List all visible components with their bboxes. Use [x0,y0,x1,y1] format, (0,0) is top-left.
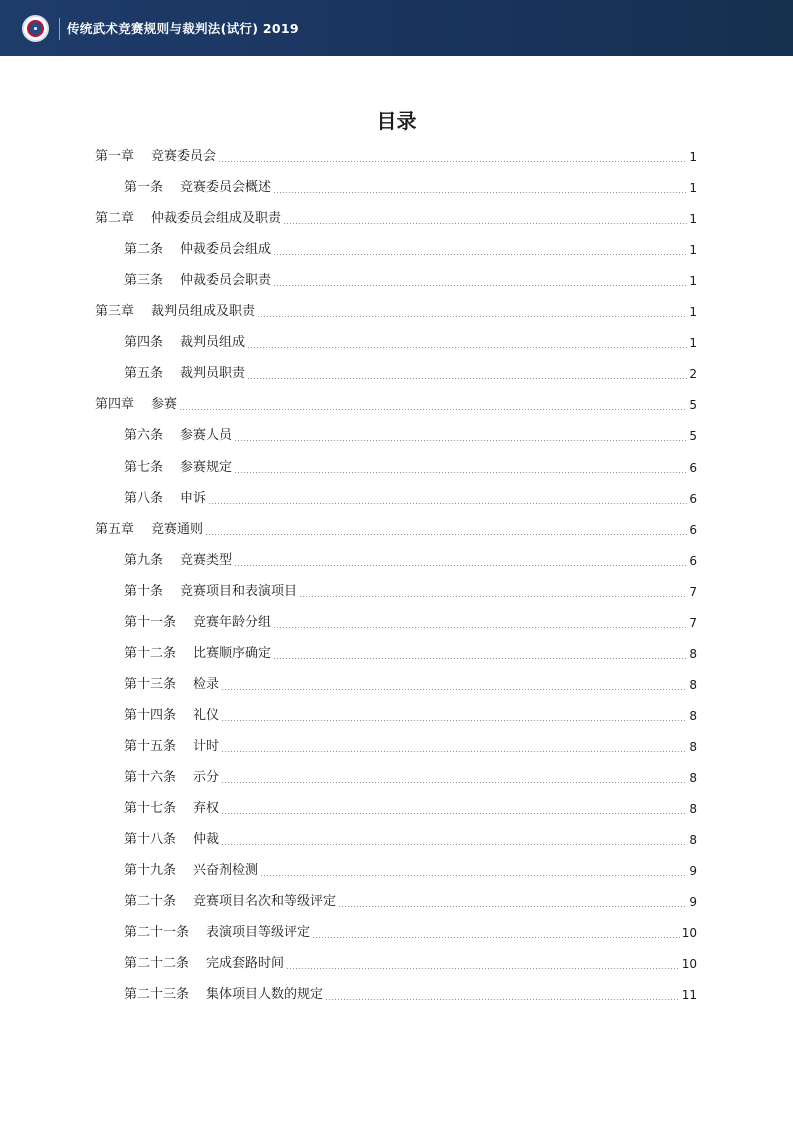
dot-leader [247,347,687,348]
toc-entry[interactable] [124,364,697,384]
toc-entry[interactable] [124,675,697,695]
toc-entry[interactable] [124,892,697,912]
toc-entry-number: 第一章 [95,149,135,164]
toc-entry-number: 第十六条 [124,770,177,785]
dot-leader [221,782,687,783]
toc-entry[interactable] [124,551,697,571]
toc-heading: 目录 [376,109,417,133]
dot-leader [257,316,687,317]
dot-leader [312,937,680,938]
dot-leader [234,565,687,566]
toc-entry-page: 6 [689,460,697,475]
toc-entry-number: 第四条 [124,335,164,351]
toc-entry-number: 第五章 [95,521,135,537]
toc-entry-number: 第二十三条 [124,987,190,1003]
toc-entry-page: 6 [689,553,697,568]
emblem-center [34,27,37,30]
dot-leader [325,999,680,1000]
toc-entry[interactable] [95,209,697,229]
toc-entry[interactable] [124,737,697,757]
toc-entry-page: 8 [689,739,697,754]
dot-leader [273,285,687,286]
toc-entry[interactable] [95,147,697,167]
toc-entry-page: 1 [689,274,697,289]
toc-entry-title: 竞赛通则 [151,521,204,537]
toc-entry-page: 1 [689,336,697,351]
toc-entry-title: 兴奋剂检测 [193,863,259,879]
dot-leader [218,161,687,162]
toc-entry-title: 裁判员组成及职责 [151,304,256,320]
emblem-icon [22,15,49,42]
toc-entry-title: 礼仪 [193,707,220,723]
toc-entry-number: 第二条 [124,242,164,258]
toc-entry[interactable] [124,489,697,509]
toc-entry-number: 第三章 [95,304,135,320]
toc-entry-title: 弃权 [193,801,220,817]
toc-entry-title: 仲裁 [193,832,220,848]
toc-entry[interactable] [124,582,697,602]
toc-entry[interactable] [124,333,697,353]
toc-entry-number: 第八条 [124,490,164,506]
toc-entry-number: 第五条 [124,366,164,382]
toc-entry-page: 1 [689,150,697,164]
toc-entry-title: 集体项目人数的规定 [206,987,324,1003]
toc-entry-number: 第三条 [124,273,164,289]
toc-entry-title: 仲裁委员会组成 [180,242,272,258]
dot-leader [221,844,687,845]
toc-entry-title: 竞赛委员会 [151,149,217,164]
toc-entry-number: 第二章 [95,211,135,227]
toc-entry[interactable] [124,426,697,446]
toc-entry-number: 第十八条 [124,832,177,848]
toc-entry[interactable] [124,830,697,850]
toc-entry-number: 第十二条 [124,645,177,661]
toc-entry-title: 参赛规定 [180,459,233,475]
dot-leader [273,192,687,193]
toc-entry-title: 检录 [193,676,220,692]
toc-entry-title: 申诉 [180,490,207,506]
toc-entry[interactable] [124,458,697,478]
dot-leader [221,813,687,814]
toc-entry[interactable] [124,271,697,291]
toc-entry-number: 第十七条 [124,801,177,817]
toc-entry-number: 第二十条 [124,894,177,910]
toc-entry-page: 5 [689,429,697,444]
toc-entry-number: 第十五条 [124,738,177,754]
toc-entry-page: 2 [689,367,697,382]
dot-leader [234,472,687,473]
document-title: 传统武术竞赛规则与裁判法(试行) 2019 [67,21,299,36]
dot-leader [273,627,687,628]
toc-entry-number: 第四章 [95,397,135,413]
toc-entry-page: 1 [689,181,697,196]
toc-entry[interactable] [124,861,697,881]
toc-entry-page: 7 [689,615,697,630]
page-header [0,0,793,56]
toc-entry-title: 比赛顺序确定 [193,645,272,661]
dot-leader [299,596,687,597]
toc-entry[interactable] [124,985,697,1005]
toc-entry-title: 竞赛项目名次和等级评定 [193,894,337,910]
toc-entry-number: 第十九条 [124,863,177,879]
toc-entry-title: 仲裁委员会组成及职责 [151,211,282,227]
toc-entry-page: 8 [689,646,697,661]
toc-entry-page: 6 [689,522,697,537]
dot-leader [273,658,687,659]
toc-entry-page: 10 [681,957,697,972]
toc-entry[interactable] [124,613,697,633]
toc-entry-title: 表演项目等级评定 [206,925,311,941]
toc-entry-page: 8 [689,802,697,817]
dot-leader [205,534,687,535]
toc-entry-number: 第七条 [124,459,164,475]
dot-leader [283,223,687,224]
toc-entry-title: 竞赛委员会概述 [180,180,272,196]
toc-entry-title: 完成套路时间 [206,956,285,972]
toc-entry-page: 8 [689,708,697,723]
toc-entry-page: 11 [681,988,697,1003]
dot-leader [286,968,680,969]
dot-leader [273,254,687,255]
toc-entry[interactable] [124,954,697,974]
toc-entry-number: 第二十一条 [124,925,190,941]
toc-entry[interactable] [95,520,697,540]
header-divider [59,18,60,40]
dot-leader [234,440,687,441]
toc-entry-number: 第十一条 [124,614,177,630]
dot-leader [208,503,687,504]
dot-leader [221,720,687,721]
toc-entry[interactable] [124,706,697,726]
dot-leader [338,906,687,907]
toc-entry-page: 1 [689,305,697,320]
dot-leader [260,875,687,876]
toc-entry-page: 6 [689,491,697,506]
toc-entry-page: 7 [689,584,697,599]
toc-entry-title: 示分 [193,770,220,785]
dot-leader [247,378,687,379]
toc-entry-number: 第二十二条 [124,956,190,972]
toc-entry-page: 8 [689,677,697,692]
dot-leader [221,751,687,752]
toc-entry-title: 计时 [193,738,220,754]
toc-entry-number: 第十四条 [124,707,177,723]
toc-entry[interactable] [124,768,697,788]
toc-entry-page: 5 [689,398,697,413]
toc-entry[interactable] [124,178,697,198]
dot-leader [179,409,687,410]
toc-entry-page: 8 [689,833,697,848]
dot-leader [221,689,687,690]
toc-entry-number: 第十三条 [124,676,177,692]
toc-entry-page: 9 [689,895,697,910]
toc-entry[interactable] [124,923,697,943]
toc-entry-title: 参赛 [151,397,178,413]
toc-entry-title: 裁判员职责 [180,366,246,382]
toc-entry-title: 竞赛项目和表演项目 [180,583,298,599]
toc-entry-number: 第一条 [124,180,164,196]
toc-entry-title: 仲裁委员会职责 [180,273,272,289]
toc-entry-number: 第十条 [124,583,164,599]
toc-entry[interactable] [124,240,697,260]
toc-entry-page: 8 [689,771,697,785]
toc-entry-title: 参赛人员 [180,428,233,444]
toc-entry-title: 裁判员组成 [180,335,246,351]
toc-entry[interactable] [95,395,697,415]
toc-entry-number: 第九条 [124,552,164,568]
toc-entry[interactable] [95,302,697,322]
emblem-inner [27,20,44,37]
toc-entry-title: 竞赛类型 [180,552,233,568]
toc-entry-page: 9 [689,864,697,879]
toc-entry[interactable] [124,799,697,819]
toc-entry-page: 10 [681,926,697,941]
toc-entry-page: 1 [689,243,697,258]
toc-entry-number: 第六条 [124,428,164,444]
toc-entry[interactable] [124,644,697,664]
toc-entry-title: 竞赛年龄分组 [193,614,272,630]
toc-entry-page: 1 [689,212,697,227]
